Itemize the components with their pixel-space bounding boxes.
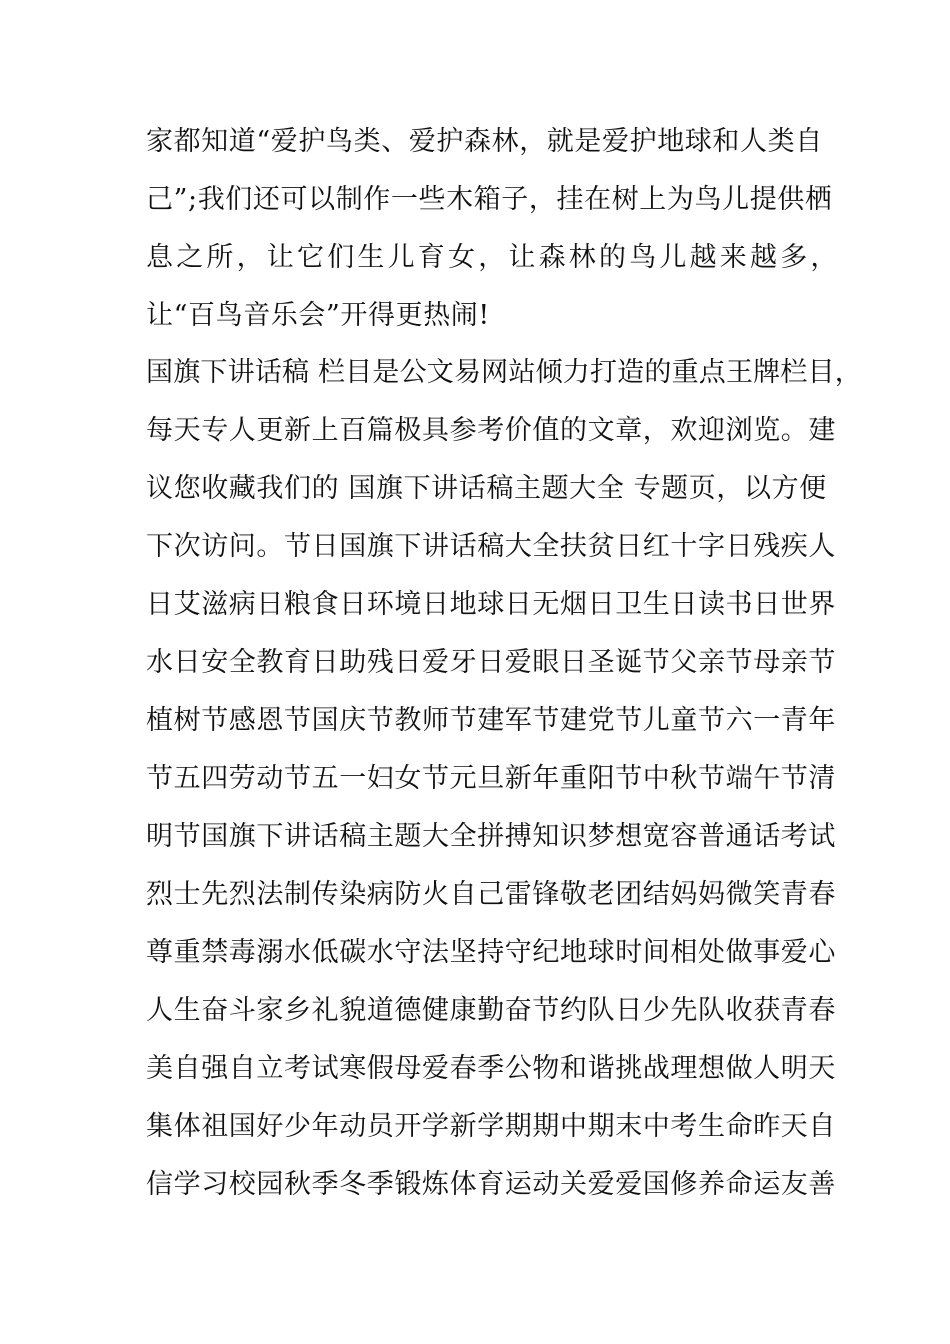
text-line: 节五四劳动节五一妇女节元旦新年重阳节中秋节端午节清: [146, 763, 836, 794]
text-line: 集体祖国好少年动员开学新学期期中期末中考生命昨天自: [146, 1111, 836, 1142]
text-line: 己”;我们还可以制作一些木箱子，挂在树上为鸟儿提供栖: [146, 184, 833, 215]
text-line: 信学习校园秋季冬季锻炼体育运动关爱爱国修养命运友善: [146, 1169, 836, 1200]
text-line: 植树节感恩节国庆节教师节建军节建党节儿童节六一青年: [146, 705, 836, 736]
text-line: 让“百鸟音乐会”开得更热闹!: [146, 300, 490, 331]
text-line: 人生奋斗家乡礼貌道德健康勤奋节约队日少先队收获青春: [146, 995, 836, 1026]
text-line: 家都知道“爱护鸟类、爱护森林，就是爱护地球和人类自: [146, 126, 823, 157]
text-line: 明节国旗下讲话稿主题大全拼搏知识梦想宽容普通话考试: [146, 821, 836, 852]
text-line: 国旗下讲话稿 栏目是公文易网站倾力打造的重点王牌栏目，: [146, 357, 862, 388]
text-line: 美自强自立考试寒假母爱春季公物和谐挑战理想做人明天: [146, 1053, 836, 1084]
text-line: 议您收藏我们的 国旗下讲话稿主题大全 专题页，以方便: [146, 473, 827, 504]
text-line: 烈士先烈法制传染病防火自己雷锋敬老团结妈妈微笑青春: [146, 879, 836, 910]
text-line: 尊重禁毒溺水低碳水守法坚持守纪地球时间相处做事爱心: [146, 937, 836, 968]
text-line: 下次访问。节日国旗下讲话稿大全扶贫日红十字日残疾人: [146, 531, 836, 562]
text-line: 息之所，让它们生儿育女，让森林的鸟儿越来越多，: [146, 242, 841, 273]
text-line: 日艾滋病日粮食日环境日地球日无烟日卫生日读书日世界: [146, 589, 836, 620]
text-line: 每天专人更新上百篇极具参考价值的文章，欢迎浏览。建: [146, 415, 836, 446]
text-line: 水日安全教育日助残日爱牙日爱眼日圣诞节父亲节母亲节: [146, 647, 836, 678]
